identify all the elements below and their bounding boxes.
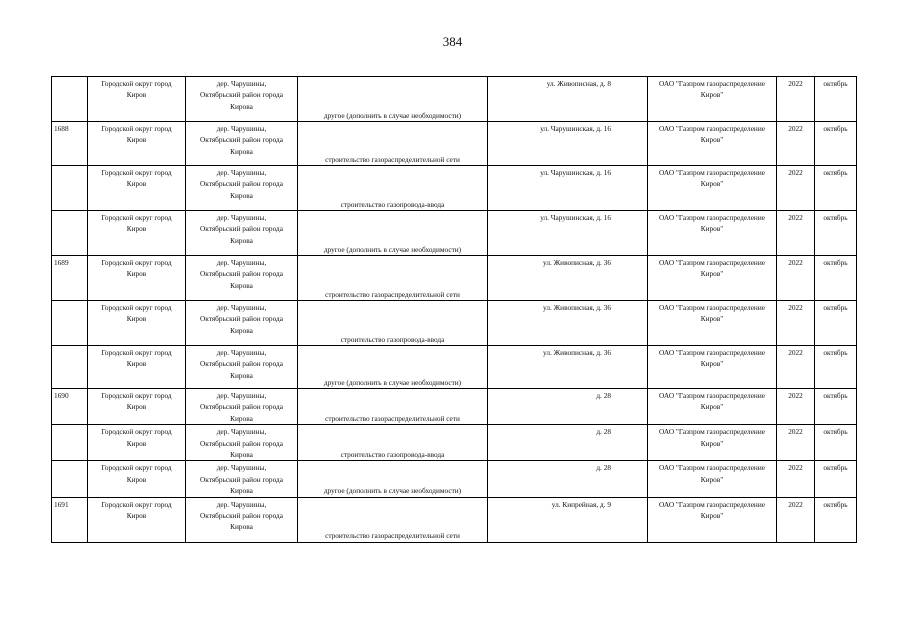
municipality-cell [88,256,186,301]
settlement-text: дер. Чарушины, Октябрьский район города Кирова [200,463,283,496]
municipality-text: Городской округ город Киров [101,427,172,448]
address-cell [488,77,648,122]
municipality-cell [88,461,186,497]
organization-cell [648,122,777,166]
year-text: 2022 [788,391,803,400]
address-cell [488,346,648,389]
work-type-text: строительство газораспределительной сети [325,413,460,423]
year-text: 2022 [788,124,803,133]
address-cell [488,497,648,542]
organization-cell [648,461,777,497]
settlement-cell [186,77,298,122]
work-type-cell [298,211,488,256]
settlement-text: дер. Чарушины, Октябрьский район города Кирова [200,258,283,290]
month-cell [815,256,857,301]
year-text: 2022 [788,303,803,312]
organization-text: ОАО "Газпром газораспределение Киров" [659,258,765,279]
work-type-text: строительство газораспределительной сети [325,289,460,299]
address-text: ул. Кипрейная, д. 9 [551,499,611,509]
month-text: октябрь [823,391,848,400]
year-cell [777,166,815,211]
month-cell [815,166,857,211]
year-cell [777,256,815,301]
settlement-text: дер. Чарушины, Октябрьский район города Кирова [200,391,283,423]
work-type-text: другое (дополнить в случае необходимости) [323,244,462,254]
work-type-cell [298,425,488,461]
year-cell [777,211,815,256]
table-row [52,425,857,461]
table-row [52,461,857,497]
row-number-cell [52,346,88,389]
organization-text: ОАО "Газпром газораспределение Киров" [659,499,765,521]
work-type-cell [298,166,488,211]
year-cell [777,301,815,346]
work-type-text: другое (дополнить в случае необходимости) [323,486,462,496]
year-text: 2022 [788,348,803,357]
month-text: октябрь [823,499,848,509]
settlement-cell [186,211,298,256]
address-text: ул. Живописная, д. 36 [543,348,611,357]
work-type-text: строительство газопровода-ввода [340,450,445,460]
row-number-text: 1688 [54,124,69,133]
municipality-text: Городской округ город Киров [101,303,172,324]
address-cell [488,301,648,346]
address-text: ул. Чарушинская, д. 16 [540,168,611,177]
settlement-cell [186,346,298,389]
month-cell [815,77,857,122]
table-body [52,77,857,543]
municipality-cell [88,166,186,211]
year-cell [777,425,815,461]
municipality-cell [88,301,186,346]
address-cell [488,122,648,166]
organization-cell [648,211,777,256]
organization-text: ОАО "Газпром газораспределение Киров" [659,463,765,484]
year-cell [777,122,815,166]
month-cell [815,301,857,346]
work-type-cell [298,122,488,166]
settlement-text: дер. Чарушины, Октябрьский район города Кирова [200,124,283,156]
municipality-text: Городской округ город Киров [101,499,172,521]
month-text: октябрь [823,463,848,473]
address-cell [488,211,648,256]
address-text: ул. Живописная, д. 36 [543,303,611,312]
year-cell [777,77,815,122]
address-text: ул. Чарушинская, д. 16 [540,124,611,133]
settlement-text: дер. Чарушины, Октябрьский район города Кирова [200,303,283,335]
settlement-cell [186,122,298,166]
address-text: д. 28 [596,427,611,437]
year-text: 2022 [788,258,803,267]
work-type-cell [298,497,488,542]
municipality-text: Городской округ город Киров [101,213,172,234]
settlement-cell [186,301,298,346]
organization-text: ОАО "Газпром газораспределение Киров" [659,303,765,324]
month-cell [815,461,857,497]
month-cell [815,425,857,461]
page-number: 384 [442,34,463,49]
year-text: 2022 [788,168,803,177]
municipality-cell [88,346,186,389]
address-text: ул. Живописная, д. 8 [546,79,611,88]
row-number-cell [52,256,88,301]
month-cell [815,346,857,389]
organization-text: ОАО "Газпром газораспределение Киров" [659,348,765,369]
settlement-cell [186,497,298,542]
municipality-text: Городской округ город Киров [101,391,172,412]
organization-text: ОАО "Газпром газораспределение Киров" [659,168,765,189]
organization-text: ОАО "Газпром газораспределение Киров" [659,79,765,100]
settlement-text: дер. Чарушины, Октябрьский район города Кирова [200,499,283,532]
month-cell [815,389,857,425]
settlement-cell [186,461,298,497]
address-cell [488,166,648,211]
municipality-cell [88,497,186,542]
table-row [52,389,857,425]
month-text: октябрь [823,79,848,88]
table-row [52,122,857,166]
month-text: октябрь [823,124,848,133]
settlement-text: дер. Чарушины, Октябрьский район города Кирова [200,427,283,460]
table-row [52,256,857,301]
municipality-text: Городской округ город Киров [101,348,172,369]
row-number-cell [52,389,88,425]
organization-cell [648,301,777,346]
row-number-cell [52,461,88,497]
row-number-cell [52,211,88,256]
settlement-text: дер. Чарушины, Октябрьский район города Кирова [200,168,283,200]
table-row [52,301,857,346]
row-number-cell [52,301,88,346]
settlement-cell [186,166,298,211]
work-type-cell [298,389,488,425]
row-number-cell [52,77,88,122]
organization-text: ОАО "Газпром газораспределение Киров" [659,427,765,448]
month-text: октябрь [823,168,848,177]
table-row [52,166,857,211]
work-type-text: строительство газораспределительной сети [325,154,460,164]
work-type-cell [298,77,488,122]
work-type-cell [298,256,488,301]
address-cell [488,389,648,425]
organization-text: ОАО "Газпром газораспределение Киров" [659,213,765,234]
row-number-text: 1690 [54,391,69,400]
municipality-cell [88,211,186,256]
year-text: 2022 [788,427,803,437]
work-type-text: другое (дополнить в случае необходимости) [323,377,462,387]
address-text: ул. Чарушинская, д. 16 [540,213,611,222]
table-row [52,346,857,389]
organization-cell [648,346,777,389]
organization-cell [648,166,777,211]
organization-cell [648,425,777,461]
work-type-text: строительство газораспределительной сети [325,531,460,541]
month-cell [815,122,857,166]
settlement-text: дер. Чарушины, Октябрьский район города Кирова [200,348,283,380]
organization-cell [648,389,777,425]
work-type-cell [298,461,488,497]
address-text: д. 28 [596,463,611,473]
year-cell [777,346,815,389]
organization-cell [648,256,777,301]
settlement-cell [186,256,298,301]
organization-cell [648,497,777,542]
municipality-cell [88,389,186,425]
month-cell [815,211,857,256]
municipality-text: Городской округ город Киров [101,463,172,484]
work-type-text: строительство газопровода-ввода [340,334,445,344]
table-row [52,77,857,122]
register-table [51,76,857,543]
month-text: октябрь [823,258,848,267]
year-text: 2022 [788,463,803,473]
work-type-cell [298,301,488,346]
table-row [52,497,857,542]
year-text: 2022 [788,79,803,88]
row-number-text: 1691 [54,499,69,509]
month-text: октябрь [823,303,848,312]
municipality-text: Городской округ город Киров [101,124,172,145]
month-text: октябрь [823,427,848,437]
municipality-text: Городской округ город Киров [101,168,172,189]
municipality-text: Городской округ город Киров [101,79,172,100]
municipality-cell [88,122,186,166]
address-text: д. 28 [596,391,611,400]
address-cell [488,425,648,461]
settlement-cell [186,425,298,461]
address-cell [488,461,648,497]
settlement-text: дер. Чарушины, Октябрьский район города Кирова [200,213,283,245]
month-text: октябрь [823,213,848,222]
work-type-text: другое (дополнить в случае необходимости) [323,110,462,120]
address-cell [488,256,648,301]
organization-text: ОАО "Газпром газораспределение Киров" [659,391,765,412]
year-text: 2022 [788,499,803,509]
organization-text: ОАО "Газпром газораспределение Киров" [659,124,765,145]
row-number-cell [52,166,88,211]
address-text: ул. Живописная, д. 36 [543,258,611,267]
table-row [52,211,857,256]
work-type-text: строительство газопровода-ввода [340,199,445,209]
row-number-cell [52,122,88,166]
row-number-text: 1689 [54,258,69,267]
year-cell [777,389,815,425]
municipality-cell [88,77,186,122]
row-number-cell [52,425,88,461]
organization-cell [648,77,777,122]
settlement-cell [186,389,298,425]
month-cell [815,497,857,542]
municipality-cell [88,425,186,461]
row-number-cell [52,497,88,542]
year-cell [777,461,815,497]
settlement-text: дер. Чарушины, Октябрьский район города Кирова [200,79,283,111]
year-text: 2022 [788,213,803,222]
month-text: октябрь [823,348,848,357]
municipality-text: Городской округ город Киров [101,258,172,279]
year-cell [777,497,815,542]
work-type-cell [298,346,488,389]
